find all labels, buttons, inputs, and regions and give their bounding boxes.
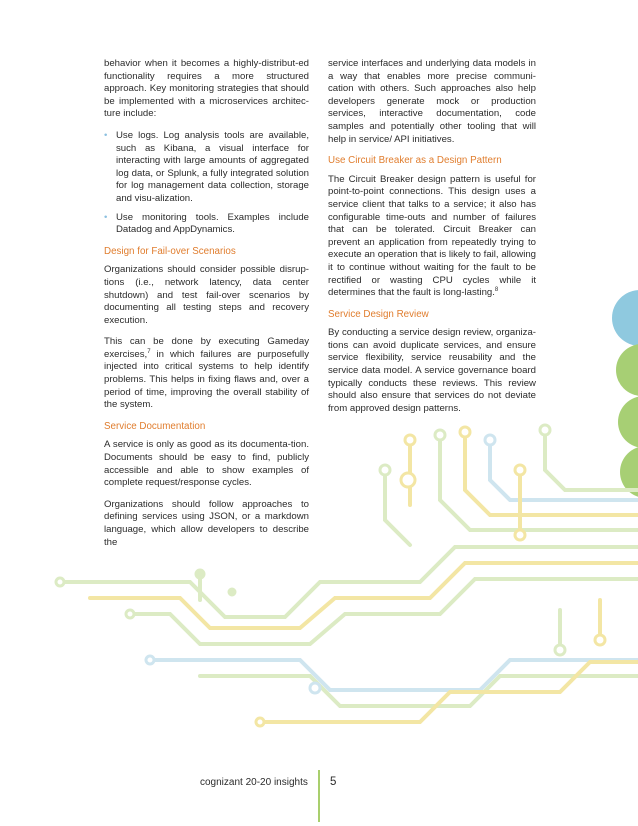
side-tab-green-1 xyxy=(616,344,638,396)
footnote-ref-8[interactable]: 8 xyxy=(494,286,499,293)
left-column xyxy=(104,58,309,558)
footnote-ref-7[interactable]: 7 xyxy=(147,348,151,355)
circuit-breaker-heading: Use Circuit Breaker as a Design Pattern xyxy=(328,155,502,167)
documentation-heading: Service Documentation xyxy=(104,420,206,432)
intro-paragraph: behavior when it becomes a highly-distribut-ed functionality requires a more structured approach. Key monitoring strategies that should be implemented with a microservices architec-ture include: xyxy=(104,58,309,120)
side-tab-green-2 xyxy=(618,396,638,448)
documentation-paragraph-2: Organizations should follow approaches to defining services using JSON, or a markdown language, which allow developers to describe the xyxy=(104,498,309,548)
failover-paragraph-1: Organizations should consider possible disrup-tions (i.e., network latency, data center shutdown) and test fail-over scenarios by documenting all testing steps and recovery execution. xyxy=(104,264,309,326)
design-review-heading: Service Design Review xyxy=(328,308,429,320)
page-number: 5 xyxy=(330,776,337,788)
circuit-breaker-paragraph: The Circuit Breaker design pattern is useful for point-to-point connections. This design uses a service client that talks to a service; it also has configurable time-outs and number of failures that can be tolerated. Circuit Breaker can prevent an application from repeatedly trying to execute an operation that is likely to fail, allowing it to continue without waiting for the fault to be rectified or wasting CPU cycles while it determines that the fault is long-lasting.$^8$ xyxy=(328,173,536,299)
bullet-icon: • xyxy=(104,211,108,223)
footer-publication: cognizant 20-20 insights xyxy=(200,777,308,788)
bullet-icon: • xyxy=(104,129,108,141)
footer-divider xyxy=(318,770,320,822)
right-column xyxy=(328,58,536,424)
failover-paragraph-2: This can be done by executing Gameday exercises,$^7$ in which failures are purposefully injected into critical systems to help identify problems. This helps in fixing flaws and, over a period of time, improving the overall stability of the system. xyxy=(104,336,309,411)
list-item: • Use logs. Log analysis tools are available, such as Kibana, a visual interface for interacting with large amounts of aggregated log data, or Splunk, a fully integrated solution for log management data collection, storage and visu-alization. xyxy=(104,129,309,204)
list-item: • Use monitoring tools. Examples include Datadog and AppDynamics. xyxy=(104,211,309,236)
side-tabs xyxy=(612,290,638,498)
failover-heading: Design for Fail-over Scenarios xyxy=(104,245,236,257)
continuation-paragraph: service interfaces and underlying data models in a way that enables more precise communi-cation with others. Such approaches also help developers generate mock or production services, interactive documentation, code samples and potentially other tooling that will help in service/ API initiatives. xyxy=(328,58,536,145)
design-review-paragraph: By conducting a service design review, organiza-tions can avoid duplicate services, and ensure service flexibility, service reusability and the service data model. A service governance board typically conducts these reviews. This review should also ensure that services do not deviate from approved design patterns. xyxy=(328,327,536,414)
documentation-paragraph-1: A service is only as good as its documenta-tion. Documents should be easy to find, publicly accessible and able to show examples of complete request/response cycles. xyxy=(104,439,309,489)
monitoring-strategies-list xyxy=(104,130,309,237)
side-tab-blue xyxy=(612,290,638,346)
